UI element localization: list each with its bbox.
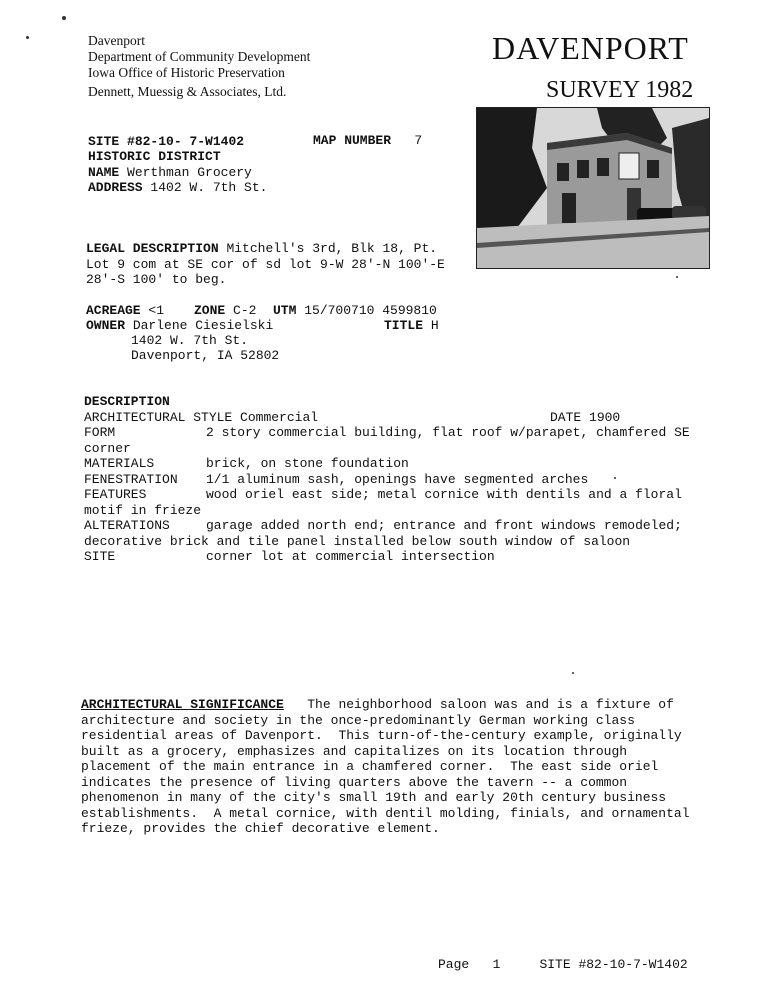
name-value: Werthman Grocery xyxy=(127,165,252,180)
significance-line: residential areas of Davenport. This turn-of-the-century example, originally xyxy=(81,728,682,743)
alterations-continued: decorative brick and tile panel installed below south window of saloon xyxy=(84,533,631,549)
page-label: Page xyxy=(438,957,470,972)
zone-label: ZONE xyxy=(194,303,226,318)
significance-line: frieze, provides the chief decorative element. xyxy=(81,821,440,836)
owner-row xyxy=(86,318,273,334)
utm-label: UTM xyxy=(273,303,297,318)
description-block xyxy=(84,394,690,565)
owner-address-line: 1402 W. 7th St. xyxy=(131,333,249,348)
address-row xyxy=(88,180,267,196)
architectural-significance xyxy=(81,697,690,837)
name-row xyxy=(88,165,252,181)
address-value: 1402 W. 7th St. xyxy=(150,180,268,195)
form-continued: corner xyxy=(84,440,131,456)
building-photo xyxy=(476,107,710,269)
legal-line: 28'-S 100' to beg. xyxy=(86,272,227,287)
significance-line: establishments. A metal cornice, with dentil molding, finials, and ornamental xyxy=(81,805,690,821)
fenestration-label: FENESTRATION xyxy=(84,471,178,487)
historic-district-label: HISTORIC DISTRICT xyxy=(88,149,221,164)
materials-value: brick, on stone foundation xyxy=(206,456,409,471)
legal-line: Mitchell's 3rd, Blk 18, Pt. xyxy=(226,241,438,256)
page-subtitle: SURVEY 1982 xyxy=(546,77,694,103)
agency-line: Department of Community Development xyxy=(88,49,311,64)
features-row xyxy=(84,487,684,503)
legal-label: LEGAL DESCRIPTION xyxy=(86,241,219,256)
features-continued: motif in frieze xyxy=(84,502,202,518)
alterations-row xyxy=(84,518,684,534)
form-value: 2 story commercial building, flat roof w/parapet, chamfered SE xyxy=(206,425,690,440)
date-field xyxy=(550,410,620,426)
legal-description xyxy=(86,241,445,288)
site-description-value: corner lot at commercial intersection xyxy=(206,549,495,564)
form-label: FORM xyxy=(84,425,116,440)
owner-value: Darlene Ciesielski xyxy=(132,318,274,333)
date-value: 1900 xyxy=(589,409,621,425)
scan-speck xyxy=(676,276,678,278)
utm-value: 15/700710 4599810 xyxy=(304,303,437,318)
acreage-value: <1 xyxy=(148,303,165,318)
fenestration-row xyxy=(84,472,684,488)
site-description-label: SITE xyxy=(84,549,116,564)
page-title: DAVENPORT xyxy=(492,30,689,66)
scan-speck xyxy=(572,672,574,674)
alterations-value: garage added north end; entrance and front windows remodeled; xyxy=(206,518,682,533)
consultant-name: Dennett, Muessig & Associates, Ltd. xyxy=(88,84,287,99)
site-value: #82-10- 7-W1402 xyxy=(127,134,245,149)
site-description-row xyxy=(84,549,684,565)
significance-line: placement of the main entrance in a chamfered corner. The east side oriel xyxy=(81,759,659,774)
style-label: ARCHITECTURAL STYLE xyxy=(84,409,233,425)
significance-line: The neighborhood saloon was and is a fixture of xyxy=(307,697,674,712)
owner-label: OWNER xyxy=(86,318,126,333)
page-footer xyxy=(438,957,688,973)
date-label: DATE xyxy=(550,409,582,425)
address-label: ADDRESS xyxy=(88,180,143,195)
acreage-row xyxy=(86,303,164,319)
title-row xyxy=(384,318,439,334)
materials-row xyxy=(84,456,684,472)
zone-row xyxy=(194,303,256,319)
page-number: 1 xyxy=(492,957,501,972)
acreage-label: ACREAGE xyxy=(86,303,141,318)
significance-line: built as a grocery, emphasizes and capitalizes on its location through xyxy=(81,743,628,759)
title-value: H xyxy=(430,318,439,333)
style-row xyxy=(84,410,684,426)
features-value: wood oriel east side; metal cornice with dentils and a floral xyxy=(206,487,682,502)
significance-line: phenomenon in many of the city's small 19th and early 20th century business xyxy=(81,790,667,805)
owner-address-line: Davenport, IA 52802 xyxy=(131,348,280,363)
features-label: FEATURES xyxy=(84,487,147,502)
agency-line: Iowa Office of Historic Preservation xyxy=(88,65,285,80)
scan-speck xyxy=(62,16,66,20)
alterations-label: ALTERATIONS xyxy=(84,518,170,533)
map-number-row xyxy=(313,133,422,149)
style-value: Commercial xyxy=(240,409,319,425)
form-row xyxy=(84,425,690,441)
agency-block xyxy=(88,33,310,81)
name-label: NAME xyxy=(88,165,120,180)
site-label: SITE xyxy=(88,134,120,149)
site-row xyxy=(88,134,244,150)
building-photo-image xyxy=(477,108,709,268)
fenestration-value: 1/1 aluminum sash, openings have segmented arches xyxy=(206,471,589,487)
title-label: TITLE xyxy=(384,318,424,333)
scan-speck xyxy=(614,477,616,479)
description-heading: DESCRIPTION xyxy=(84,394,170,409)
map-number-label: MAP NUMBER xyxy=(313,133,392,148)
scan-speck xyxy=(26,36,29,39)
significance-heading: ARCHITECTURAL SIGNIFICANCE xyxy=(81,697,284,712)
footer-site-ref: SITE #82-10-7-W1402 xyxy=(539,957,688,972)
materials-label: MATERIALS xyxy=(84,456,155,471)
significance-line: indicates the presence of living quarters above the tavern -- a common xyxy=(81,774,628,790)
agency-line: Davenport xyxy=(88,33,145,48)
utm-row xyxy=(273,303,437,319)
zone-value: C-2 xyxy=(233,303,257,318)
legal-line: Lot 9 com at SE cor of sd lot 9-W 28'-N 100'-E xyxy=(86,256,445,272)
significance-line: architecture and society in the once-predominantly German working class xyxy=(81,712,635,728)
map-number-value: 7 xyxy=(414,133,423,148)
